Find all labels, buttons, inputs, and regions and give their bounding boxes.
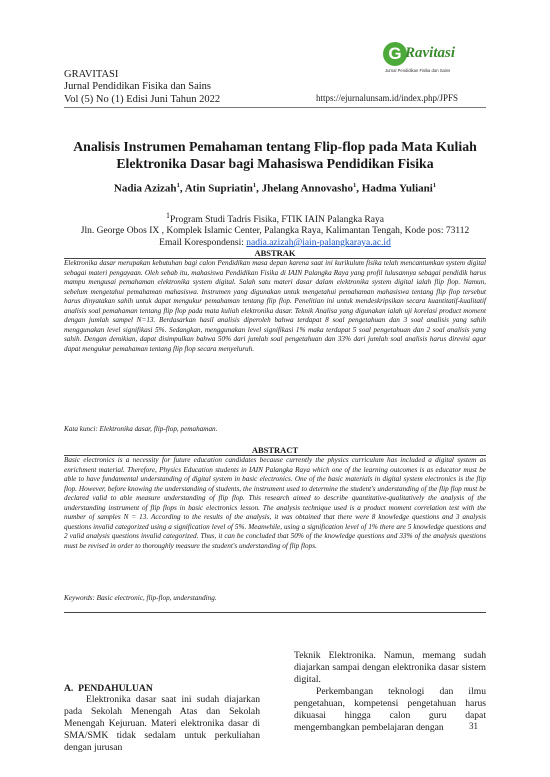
author-name: Atin Supriatin bbox=[184, 182, 253, 195]
author-sep: , bbox=[356, 182, 362, 195]
affiliation-address: Jln. George Obos IX , Komplek Islamic Center, Palangka Raya, Kalimantan Tengah, Kode pos: 73112 bbox=[80, 226, 470, 237]
author-name: Nadia Azizah bbox=[113, 182, 177, 195]
right-paragraph-1: Teknik Elektronika. Namun, memang sudah diajarkan sampai dengan elektronika dasar sistem digital. bbox=[294, 650, 486, 685]
section-heading-pendahuluan: A. PENDAHULUAN bbox=[64, 683, 153, 694]
author-sep: , bbox=[256, 182, 262, 195]
page-number: 31 bbox=[469, 721, 478, 731]
author-sep: , bbox=[179, 182, 185, 195]
logo-letter: G bbox=[383, 42, 407, 66]
email-link[interactable]: nadia.azizah@iain-palangkaraya.ac.id bbox=[246, 237, 391, 248]
author-name: Jhelang Annovasho bbox=[261, 182, 354, 195]
author-name: Hadma Yuliani bbox=[361, 182, 433, 195]
abstract-keywords: Keywords: Basic electronic, flip-flop, understanding. bbox=[64, 594, 217, 602]
affiliation-text: Program Studi Tadris Fisika, FTIK IAIN Palangka Raya bbox=[170, 215, 384, 226]
title-line-1: Analisis Instrumen Pemahaman tentang Flip-flop pada Mata Kuliah bbox=[73, 139, 477, 154]
journal-name: GRAVITASI bbox=[64, 69, 119, 80]
author-sup: 1 bbox=[432, 182, 437, 189]
email-label: Email Korespondensi: bbox=[159, 237, 247, 248]
author-sup: 1 bbox=[176, 182, 180, 189]
author-list bbox=[40, 182, 510, 195]
right-column bbox=[294, 650, 486, 734]
title-line-2: Elektronika Dasar bagi Mahasiswa Pendidikan Fisika bbox=[116, 156, 434, 171]
journal-subtitle: Jurnal Pendidikan Fisika dan Sains bbox=[64, 81, 211, 93]
abstract-bottom-rule bbox=[64, 612, 486, 613]
journal-url[interactable]: https://ejurnalunsam.id/index.php/JPFS bbox=[316, 93, 459, 103]
journal-logo bbox=[381, 40, 499, 88]
affiliation bbox=[40, 210, 510, 226]
affiliation-block bbox=[40, 210, 510, 249]
abstrak-heading: ABSTRAK bbox=[254, 248, 296, 258]
abstract-heading: ABSTRACT bbox=[251, 445, 299, 455]
abstrak-text: Elektronika dasar merupakan kebutuhan bagi calon Pendidikan masa depan karena saat ini kurikulum fisika telah mencantumkan system digital sebagai materi pengayaan. Oleh sebab itu, mahasiswa Pendidikan Fisika di IAIN Palangka Raya yang profil lulusannya sebagai pendidik harus mampu mengusai pemahaman elektronika system digital. Salah satu materi dasar dalam elektronika system digital ialah flip flop. Namun, sebelum mengetahui pemahaman mahasiswa. Instrumen yang digunakan untuk mengetahui pemahaman mahasiswa tentang flip flop tersebut harus dinyatakan sahih untuk dapat mengukur pemahaman tentang flip flop. Penelitian ini untuk mendeskripsikan secara kuantitatif-kualitatif analisis soal pemahaman tentang flip flop pada mata kuliah elektronika dasar. Teknik Analisa yang digunakan ialah uji korelasi product moment dengan jumlah sampel N=13. Berdasarkan hasil analisis diperoleh bahwa terdapat 8 soal pengetahuan dan 3 soal analisis yang sahih menggunakan level signifikasi 5%. Sedangkan, menggunakan level signifikasi 1% maka terdapat 5 soal pengetahuan dan 2 soal analisis yang sahih. Dengan demikian, dapat disimpulkan bahwa 50% dari jumlah soal pengetahuan dan 33% dari jumlah soal analisis harus direvisi agar dapat mengukur pemahaman tentang flip flop secara menyeluruh. bbox=[64, 259, 486, 353]
abstract-text: Basic electronics is a necessity for future education candidates because currently the physics curriculum has included a digital system as enrichment material. Therefore, Physics Education students in IAIN Palangka Raya which one of the learning outcomes is as educator must be able to have fundamental understanding of digital system in basic electronics. One of the basic materials in digital system electronics is the flip flop. However, before knowing the understanding of students, the instrument used to determine the student's understanding of the flip flop must be declared valid to able measure understanding of flip flop. This research aimed to describe quantitative-qualitatively the analysis of the understanding instrument of flip flops in basic electronics lesson. The analysis technique used is a product moment correlation test with the number of samples N = 13. According to the results of the analysis, it was obtained that there were 8 knowledge questions and 3 analysis questions invalid categorized using a signification level of 5%. Meanwhile, using a signification level of 1% there are 5 knowledge questions and 2 valid analysis questions invalid categorized. Thus, it can be concluded that 50% of the knowledge questions and 33% of the analysis questions must be revised in order to thoroughly measure the student's understanding of flip flops. bbox=[64, 456, 486, 550]
logo-tagline: Jurnal Pendidikan Fisika dan Sains bbox=[385, 68, 451, 73]
left-paragraph: Elektronika dasar saat ini sudah diajarkan pada Sekolah Menengah Atas dan Sekolah Menengah Kejuruan. Materi elektronika dasar di SMA/SMK tidak sedalam untuk perkuliahan dengan jurusan bbox=[64, 694, 260, 753]
author-sup: 1 bbox=[353, 182, 357, 189]
right-paragraph-2: Perkembangan teknologi dan ilmu pengetahuan, kompetensi pengetahuan harus dikuasai hingga calon guru dapat mengembangkan pembelajaran dengan bbox=[294, 686, 486, 733]
logo-text: Ravitasi bbox=[405, 45, 456, 61]
abstrak-keywords: Kata kunci: Elektronika dasar, flip-flop, pemahaman. bbox=[64, 425, 218, 433]
header-divider bbox=[64, 107, 486, 108]
paper-title bbox=[40, 138, 510, 172]
journal-issue: Vol (5) No (1) Edisi Juni Tahun 2022 bbox=[64, 93, 221, 105]
affiliation-sup: 1 bbox=[166, 211, 170, 220]
author-sup: 1 bbox=[252, 182, 257, 189]
left-column bbox=[64, 694, 260, 754]
journal-header bbox=[64, 69, 220, 106]
